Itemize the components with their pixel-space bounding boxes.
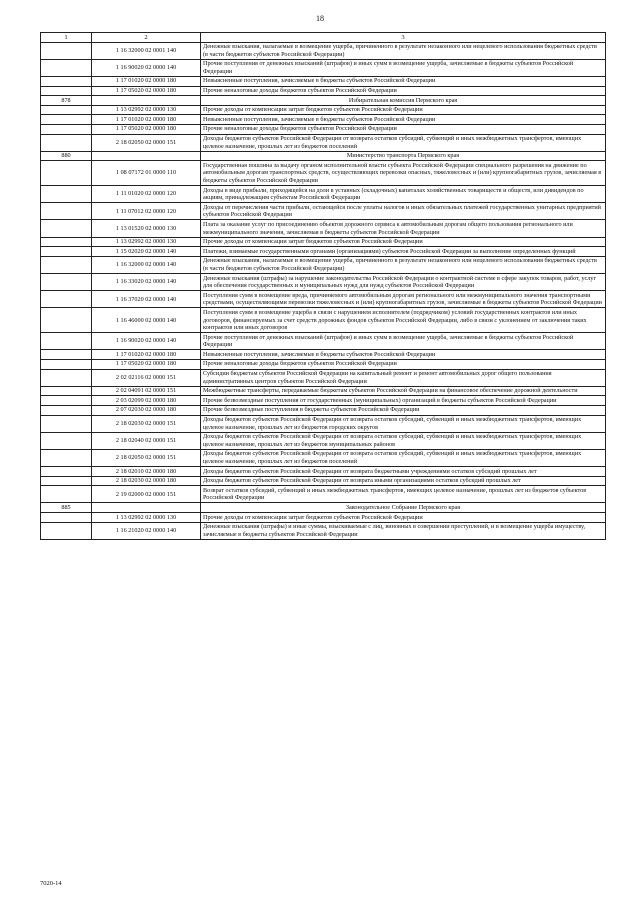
table-body [41, 33, 606, 540]
table-row [41, 467, 606, 477]
cell-revenue-code: 2 18 02030 02 0000 151 [92, 415, 201, 432]
cell-description: Платежи, взимаемые государственными органами (организациями) субъектов Российской Федерации за выполнение определенных функций [201, 247, 606, 257]
cell-revenue-code: 2 18 02010 02 0000 180 [92, 467, 201, 477]
cell-description: Субсидии бюджетам субъектов Российской Федерации на капитальный ремонт и ремонт автомобильных дорог общего пользования административных центров субъектов Российской Федерации [201, 369, 606, 386]
cell-revenue-code [92, 151, 201, 161]
table-row [41, 220, 606, 237]
organization-row [41, 96, 606, 106]
table-row [41, 513, 606, 523]
cell-description: Доходы бюджетов субъектов Российской Федерации от возврата остатков субсидий, субвенций и иных межбюджетных трансфертов, имеющих целевое назначение, прошлых лет из бюджетов муниципальных районов [201, 432, 606, 449]
cell-admin-code [41, 476, 92, 486]
cell-revenue-code: 1 16 90020 02 0000 140 [92, 333, 201, 350]
cell-admin-code [41, 333, 92, 350]
table-row [41, 59, 606, 76]
cell-description: Невыясненные поступления, зачисляемые в бюджеты субъектов Российской Федерации [201, 350, 606, 360]
cell-revenue-code: 1 17 05020 02 0000 180 [92, 86, 201, 96]
cell-description: Прочие безвозмездные поступления в бюджеты субъектов Российской Федерации [201, 405, 606, 415]
cell-revenue-code: 1 16 21020 02 0000 140 [92, 522, 201, 539]
cell-revenue-code: 2 19 02000 02 0000 151 [92, 486, 201, 503]
table-row [41, 308, 606, 333]
table-row [41, 105, 606, 115]
cell-description: Денежные взыскания, налагаемые в возмещение ущерба, причиненного в результате незаконного или нецелевого использования бюджетных средств (в части бюджетов субъектов Российской Федерации) [201, 42, 606, 59]
cell-description: Доходы бюджетов субъектов Российской Федерации от возврата остатков субсидий, субвенций и иных межбюджетных трансфертов, имеющих целевое назначение, прошлых лет из бюджетов поселений [201, 134, 606, 151]
cell-admin-code [41, 449, 92, 466]
table-row [41, 449, 606, 466]
cell-revenue-code: 1 16 90020 02 0000 140 [92, 59, 201, 76]
table-row [41, 291, 606, 308]
cell-admin-code [41, 432, 92, 449]
header-col-2: 2 [92, 33, 201, 43]
cell-description: Денежные взыскания (штрафы) и иные суммы, взыскиваемые с лиц, виновных в совершении преступлений, и в возмещение ущерба имуществу, зачисляемые в бюджеты субъектов Российской Федерации [201, 522, 606, 539]
cell-admin-code [41, 386, 92, 396]
table-row [41, 203, 606, 220]
cell-revenue-code: 2 18 02050 02 0000 151 [92, 449, 201, 466]
cell-description: Доходы бюджетов субъектов Российской Федерации от возврата бюджетными учреждениями остатков субсидий прошлых лет [201, 467, 606, 477]
cell-revenue-code: 2 18 02040 02 0000 151 [92, 432, 201, 449]
organization-row [41, 503, 606, 513]
cell-description: Межбюджетные трансферты, передаваемые бюджетам субъектов Российской Федерации на финансовое обеспечение дорожной деятельности [201, 386, 606, 396]
table-row [41, 396, 606, 406]
table-row [41, 247, 606, 257]
table-row [41, 86, 606, 96]
cell-admin-code [41, 220, 92, 237]
cell-description: Прочие доходы от компенсации затрат бюджетов субъектов Российской Федерации [201, 237, 606, 247]
cell-admin-code [41, 522, 92, 539]
table-row [41, 161, 606, 186]
cell-admin-code [41, 115, 92, 125]
cell-admin-code [41, 237, 92, 247]
cell-admin-code: 878 [41, 96, 92, 106]
cell-admin-code [41, 256, 92, 273]
cell-admin-code [41, 124, 92, 134]
cell-admin-code [41, 247, 92, 257]
cell-description: Государственная пошлина за выдачу органом исполнительной власти субъекта Российской Федерации специального разрешения на движение по автомобильным дорогам транспортных средств, осуществляющих перевозки опасных, тяжеловесных и (или) крупногабаритных грузов, зачисляемая в бюджеты субъектов Российской Федерации [201, 161, 606, 186]
cell-revenue-code: 1 17 01020 02 0000 180 [92, 115, 201, 125]
cell-revenue-code: 1 16 46000 02 0000 140 [92, 308, 201, 333]
cell-revenue-code: 1 17 01020 02 0000 180 [92, 76, 201, 86]
cell-admin-code [41, 486, 92, 503]
footer-code: 7020-14 [40, 880, 62, 887]
table-row [41, 115, 606, 125]
cell-description: Доходы бюджетов субъектов Российской Федерации от возврата остатков субсидий, субвенций и иных межбюджетных трансфертов, имеющих целевое назначение, прошлых лет из бюджетов поселений [201, 449, 606, 466]
cell-admin-code [41, 274, 92, 291]
cell-revenue-code: 1 13 02992 02 0000 130 [92, 105, 201, 115]
cell-revenue-code: 2 07 02030 02 0000 180 [92, 405, 201, 415]
cell-revenue-code [92, 96, 201, 106]
cell-description: Доходы бюджетов субъектов Российской Федерации от возврата иными организациями остатков субсидий прошлых лет [201, 476, 606, 486]
table-row [41, 333, 606, 350]
organization-row [41, 151, 606, 161]
table-row [41, 476, 606, 486]
table-row [41, 386, 606, 396]
cell-admin-code [41, 291, 92, 308]
cell-admin-code [41, 369, 92, 386]
cell-revenue-code: 1 11 01020 02 0000 120 [92, 186, 201, 203]
cell-revenue-code: 1 17 05020 02 0000 180 [92, 124, 201, 134]
cell-description: Возврат остатков субсидий, субвенций и иных межбюджетных трансфертов, имеющих целевое назначение, прошлых лет из бюджетов субъектов Российской Федерации [201, 486, 606, 503]
cell-description: Прочие доходы от компенсации затрат бюджетов субъектов Российской Федерации [201, 513, 606, 523]
cell-revenue-code: 2 03 02099 02 0000 180 [92, 396, 201, 406]
table-row [41, 237, 606, 247]
cell-revenue-code: 1 17 05020 02 0000 180 [92, 359, 201, 369]
cell-admin-code [41, 186, 92, 203]
cell-description: Прочие неналоговые доходы бюджетов субъектов Российской Федерации [201, 359, 606, 369]
cell-description: Невыясненные поступления, зачисляемые в бюджеты субъектов Российской Федерации [201, 76, 606, 86]
cell-revenue-code [92, 503, 201, 513]
cell-admin-code [41, 105, 92, 115]
cell-revenue-code: 1 17 01020 02 0000 180 [92, 350, 201, 360]
cell-description: Денежные взыскания, налагаемые в возмещение ущерба, причиненного в результате незаконного или нецелевого использования бюджетных средств (в части бюджетов субъектов Российской Федерации) [201, 256, 606, 273]
cell-description: Прочие безвозмездные поступления от государственных (муниципальных) организаций в бюджеты субъектов Российской Федерации [201, 396, 606, 406]
cell-revenue-code: 1 16 32000 02 0001 140 [92, 42, 201, 59]
cell-admin-code [41, 86, 92, 96]
table-header-row [41, 33, 606, 43]
table-row [41, 432, 606, 449]
table-row [41, 359, 606, 369]
cell-description: Прочие неналоговые доходы бюджетов субъектов Российской Федерации [201, 124, 606, 134]
table-row [41, 76, 606, 86]
table-row [41, 186, 606, 203]
cell-revenue-code: 1 15 02020 02 0000 140 [92, 247, 201, 257]
cell-description: Поступления сумм в возмещение вреда, причиняемого автомобильным дорогам регионального или межмуниципального значения транспортными средствами, осуществляющими перевозки тяжеловесных и (или) крупногабаритных грузов, зачисляемые в бюджеты субъектов Российской Федерации [201, 291, 606, 308]
cell-admin-code: 880 [41, 151, 92, 161]
table-row [41, 369, 606, 386]
table-row [41, 134, 606, 151]
cell-admin-code [41, 467, 92, 477]
table-row [41, 274, 606, 291]
cell-admin-code [41, 513, 92, 523]
table-row [41, 522, 606, 539]
table-row [41, 350, 606, 360]
cell-description: Избирательная комиссия Пермского края [201, 96, 606, 106]
header-col-3: 3 [201, 33, 606, 43]
page-number: 18 [316, 14, 324, 23]
cell-revenue-code: 1 13 01520 02 0000 130 [92, 220, 201, 237]
cell-description: Поступления сумм в возмещение ущерба в связи с нарушением исполнителем (подрядчиком) условий государственных контрактов или иных договоров, финансируемых за счет средств дорожных фондов субъектов Российской Федерации, либо в связи с уклонением от заключения таких контрактов или иных договоров [201, 308, 606, 333]
cell-admin-code [41, 203, 92, 220]
table-row [41, 415, 606, 432]
cell-description: Прочие доходы от компенсации затрат бюджетов субъектов Российской Федерации [201, 105, 606, 115]
table-row [41, 405, 606, 415]
cell-description: Министерство транспорта Пермского края [201, 151, 606, 161]
cell-description: Прочие неналоговые доходы бюджетов субъектов Российской Федерации [201, 86, 606, 96]
cell-description: Денежные взыскания (штрафы) за нарушение законодательства Российской Федерации о контрактной системе в сфере закупок товаров, работ, услуг для обеспечения государственных и муниципальных нужд для нужд субъектов Российской Федерации [201, 274, 606, 291]
cell-revenue-code: 1 16 33020 02 0000 140 [92, 274, 201, 291]
cell-admin-code [41, 359, 92, 369]
cell-admin-code [41, 415, 92, 432]
cell-admin-code [41, 76, 92, 86]
cell-revenue-code: 2 02 04091 02 0000 151 [92, 386, 201, 396]
table-row [41, 256, 606, 273]
table-row [41, 486, 606, 503]
cell-admin-code [41, 42, 92, 59]
cell-revenue-code: 1 16 37020 02 0000 140 [92, 291, 201, 308]
cell-admin-code [41, 396, 92, 406]
cell-revenue-code: 1 11 07012 02 0000 120 [92, 203, 201, 220]
cell-admin-code [41, 134, 92, 151]
cell-revenue-code: 1 08 07172 01 0000 110 [92, 161, 201, 186]
cell-revenue-code: 1 13 02992 02 0000 130 [92, 513, 201, 523]
header-col-1: 1 [41, 33, 92, 43]
cell-description: Невыясненные поступления, зачисляемые в бюджеты субъектов Российской Федерации [201, 115, 606, 125]
cell-admin-code [41, 308, 92, 333]
table-row [41, 42, 606, 59]
cell-description: Законодательное Собрание Пермского края [201, 503, 606, 513]
cell-description: Прочие поступления от денежных взысканий (штрафов) и иных сумм в возмещение ущерба, зачисляемые в бюджеты субъектов Российской Федерации [201, 59, 606, 76]
cell-description: Плата за оказание услуг по присоединению объектов дорожного сервиса к автомобильным дорогам общего пользования регионального или межмуниципального значения, зачисляемая в бюджеты субъектов Российской Федерации [201, 220, 606, 237]
cell-revenue-code: 2 18 02050 02 0000 151 [92, 134, 201, 151]
cell-admin-code [41, 350, 92, 360]
cell-revenue-code: 2 02 02116 02 0000 151 [92, 369, 201, 386]
cell-revenue-code: 1 13 02992 02 0000 130 [92, 237, 201, 247]
revenue-codes-table [40, 32, 606, 540]
cell-admin-code [41, 59, 92, 76]
cell-admin-code [41, 405, 92, 415]
cell-admin-code [41, 161, 92, 186]
cell-description: Доходы от перечисления части прибыли, остающейся после уплаты налогов и иных обязательных платежей государственных унитарных предприятий субъектов Российской Федерации [201, 203, 606, 220]
cell-description: Доходы в виде прибыли, приходящейся на доли в уставных (складочных) капиталах хозяйственных товариществ и обществ, или дивидендов по акциям, принадлежащим субъектам Российской Федерации [201, 186, 606, 203]
cell-description: Прочие поступления от денежных взысканий (штрафов) и иных сумм в возмещение ущерба, зачисляемые в бюджеты субъектов Российской Федерации [201, 333, 606, 350]
cell-admin-code: 885 [41, 503, 92, 513]
table-row [41, 124, 606, 134]
cell-revenue-code: 1 16 32000 02 0000 140 [92, 256, 201, 273]
cell-description: Доходы бюджетов субъектов Российской Федерации от возврата остатков субсидий, субвенций и иных межбюджетных трансфертов, имеющих целевое назначение, прошлых лет из бюджетов городских округов [201, 415, 606, 432]
cell-revenue-code: 2 18 02030 02 0000 180 [92, 476, 201, 486]
